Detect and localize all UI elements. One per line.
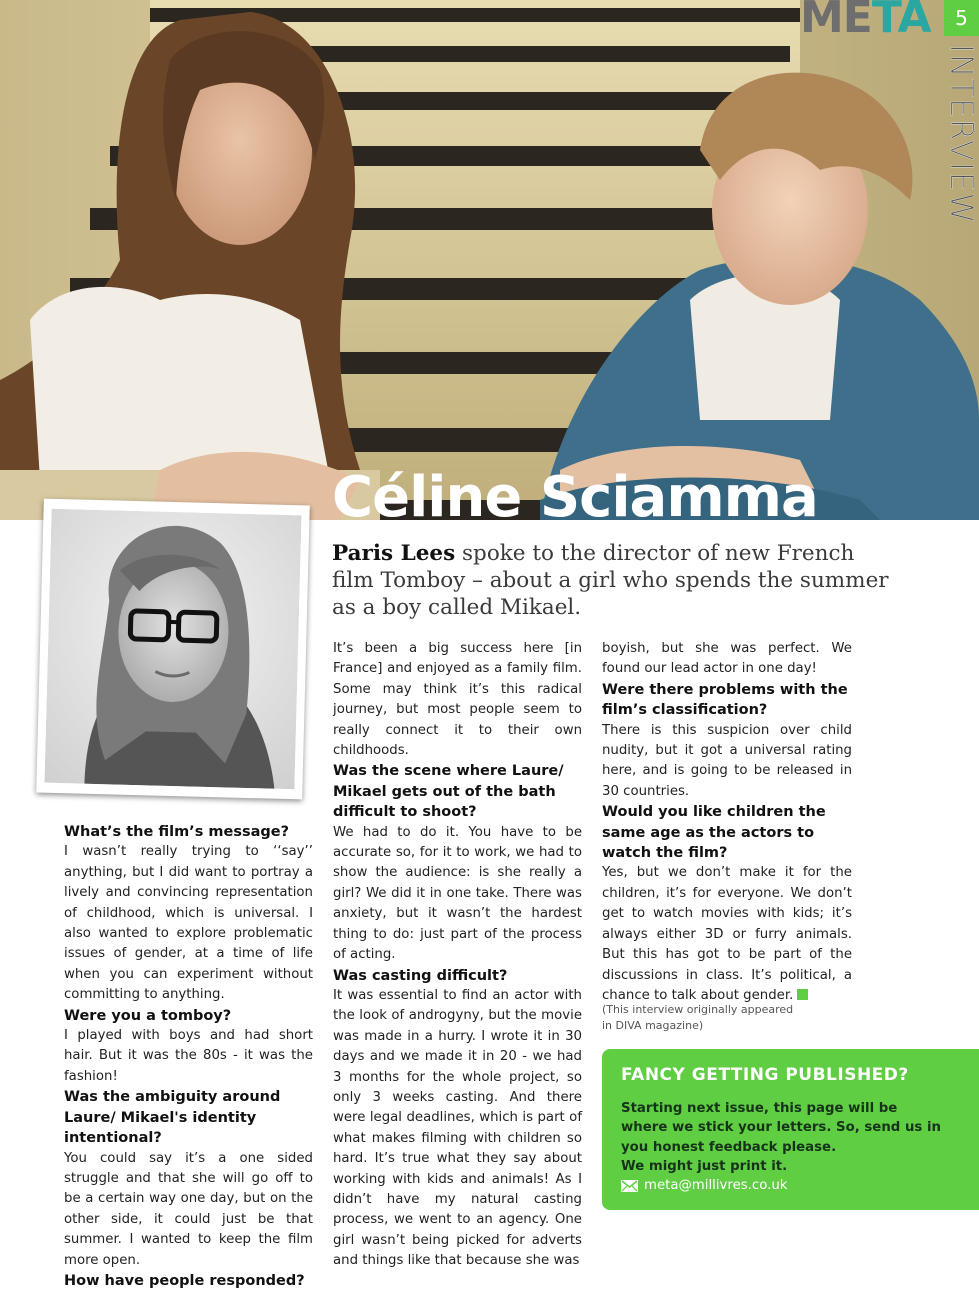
final-answer-paragraph — [602, 863, 852, 1006]
promo-heading: FANCY GETTING PUBLISHED? — [621, 1065, 909, 1085]
question-heading: Was the ambiguity around Laure/ Mikael's identity intentional? — [64, 1089, 281, 1147]
answer-paragraph: We had to do it. You have to be accurate so, for it to work, we had to show the audience: is she really a girl? We did it in one take. There was anxiety, but it wasn’t the hardest thing to do: just part of the process of acting. — [333, 824, 582, 963]
question-heading: Were there problems with the film’s classification? — [602, 681, 848, 719]
promo-text — [621, 1099, 941, 1176]
promo-text-line-2: We might just print it. — [621, 1158, 788, 1174]
masthead-logo — [800, 0, 931, 43]
question-heading: How have people responded? — [64, 1272, 305, 1289]
envelope-icon — [621, 1180, 638, 1192]
promo-email[interactable]: meta@millivres.co.uk — [644, 1178, 788, 1193]
column-2 — [333, 639, 582, 1272]
portrait-photo — [36, 499, 310, 800]
answer-paragraph: I played with boys and had short hair. But it was the 80s - it was the fashion! — [64, 1028, 313, 1084]
question-heading: Was the scene where Laure/ Mikael gets out of the bath difficult to shoot? — [333, 763, 564, 821]
question-heading: Was casting difficult? — [333, 967, 508, 984]
hero-photo — [0, 0, 979, 520]
answer-paragraph: It was essential to find an actor with the look of androgyny, but the movie was made in a hurry. I wrote it in 30 days and we made it in 20 - we had 3 months for the whole project, so only 3 weeks casting. And there were legal deadlines, which is part of what makes filming with children so hard. It’s true what they say about working with kids and animals! As I didn’t have my natural casting process, we went to an agency. One girl wasn’t being picked for adverts and things like that because she was — [333, 987, 582, 1269]
standfirst-text: spoke to the director of new French film Tomboy – about a girl who spends the summer as a boy called Mikael. — [332, 541, 889, 620]
portrait-drawing — [44, 509, 301, 789]
standfirst — [332, 540, 892, 621]
question-heading: What’s the film’s message? — [64, 824, 289, 840]
section-label-text: INTERVIEW — [943, 44, 979, 225]
logo-me: ME — [800, 0, 872, 43]
standfirst-author: Paris Lees — [332, 541, 456, 566]
final-answer-text: Yes, but we don’t make it for the children, it’s for everyone. We don’t get to watch movies with kids; it’s always either 3D or furry animals. But this has got to be part of the discussions in class. It’s political, a chance to talk about gender. — [602, 865, 852, 1003]
answer-paragraph: There is this suspicion over child nudity, but it got a universal rating here, and is going to be released in 30 countries. — [602, 722, 852, 799]
promo-email-link[interactable] — [621, 1176, 787, 1195]
answer-paragraph: You could say it’s a one sided struggle and that she will go off to be a certain way one day, but on the other side, it could just be that summer. I wanted to keep the film more open. — [64, 1150, 313, 1268]
answer-paragraph: It’s been a big success here [in France] and enjoyed as a family film. Some may think it’s this radical journey, but most people seem to really connect it to their own childhoods. — [333, 641, 582, 759]
promo-box — [602, 1049, 979, 1210]
logo-ta: TA — [871, 0, 931, 43]
answer-paragraph: I wasn’t really trying to ‘‘say’’ anything, but I did want to portray a lively and convincing representation of childhood, which is universal. I also wanted to explore problematic issues of gender, at a time of life when you can experiment without committing to anything. — [64, 844, 313, 1003]
column-3 — [602, 639, 852, 1006]
page-number: 5 — [944, 0, 979, 36]
hero-photo-drawing — [0, 0, 979, 520]
column-1 — [64, 822, 313, 1291]
section-label — [944, 44, 978, 284]
source-note: (This interview originally appeared in DIVA magazine) — [602, 1003, 794, 1032]
end-of-article-square-icon — [797, 989, 808, 1000]
article-title: Céline Sciamma — [332, 465, 818, 530]
promo-text-line: Starting next issue, this page will be where we stick your letters. So, send us in you honest feedback please. — [621, 1101, 941, 1155]
question-heading: Would you like children the same age as the actors to watch the film? — [602, 804, 826, 862]
answer-paragraph: boyish, but she was perfect. We found our lead actor in one day! — [602, 641, 852, 677]
question-heading: Were you a tomboy? — [64, 1007, 232, 1024]
